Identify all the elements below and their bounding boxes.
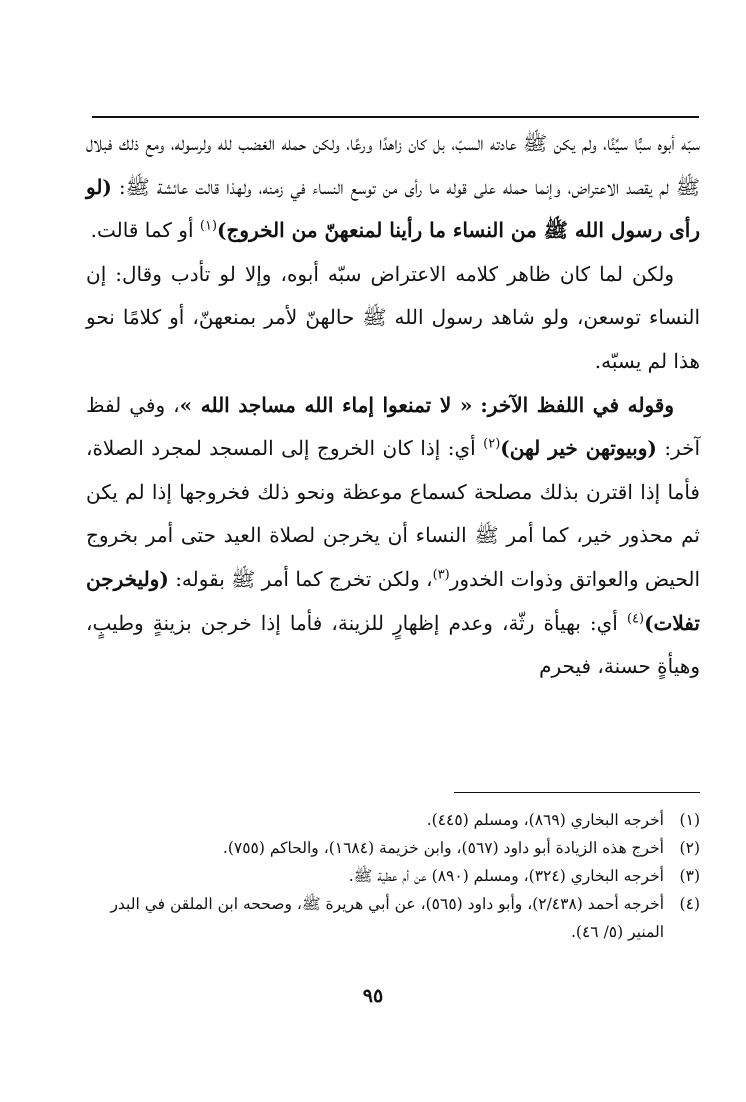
paragraph-1 (86, 122, 700, 253)
p3-intro: وقوله في اللفظ الآخر: (480, 392, 675, 417)
main-text (86, 122, 700, 689)
footnote-item (86, 806, 700, 834)
footnote-number: (٢) (679, 839, 700, 857)
aisha-quote: (لو رأى رسول الله ﷺ من النساء ما رأينا لمنعهنّ من الخروج) (86, 174, 700, 243)
footnote-ref-4: (٤) (626, 610, 645, 626)
footnote-rule (454, 792, 700, 793)
paragraph-3 (86, 384, 700, 689)
footnote-number: (١) (679, 811, 700, 829)
p1-line-3: الاعتراض، وإنما حمله على قوله ما رأى من توسع النساء في زمنه، (258, 174, 620, 199)
hadith-quote-2: (وبيوتهن خير لهن) (500, 436, 657, 461)
footnote-ref-1: (١) (199, 218, 218, 234)
p1-ending: أو كما قالت. (90, 218, 194, 243)
footnote-text: أخرجه البخاري (٨٦٩)، ومسلم (٤٤٥). (426, 811, 664, 829)
p1-line-2: ولكن حمله الغضب لله ولرسوله، ومع ذلك فبلال ﷺ لم يقصد (86, 131, 701, 199)
p3-text-c: ، وفي لفظ آخر: (86, 392, 701, 461)
p2-text: ولكن لما كان ظاهر كلامه الاعتراض سبّه أبوه، وإلا لو تأدب وقال: إن النساء توسعن، ولو شاهد رسول الله ﷺ حالهنّ لأمر بمنعهنّ، أو كلامًا نحو هذا لم يسبّه. (86, 261, 700, 373)
p1-line-1: سبّه أبوه سبًّا سيِّئًا، ولم يكن ﷺ عادته السبّ، بل كان زاهدًا ورعًا، (346, 131, 700, 155)
p3-text-e: أي: إذا كان الخروج إلى المسجد لمجرد الصلاة، فأما إذا اقترن بذلك مصلحة كسماع موعظة ونحو ذلك فخروجها إذا لم يكن ثم محذور خير، كما أمر ﷺ النساء أن يخرجن لصلاة العيد حتى أمر بخروج الحيض والعواتق وذوات الخدور (86, 436, 701, 591)
p3-text-h: أي: بهيأة رثّة، وعدم إظهارٍ للزينة، فأما إذا خرجن بزينةٍ وطيبٍ، وهيأةٍ حسنة، فيحرم (86, 610, 700, 679)
hadith-quote-3: (وليخرجن تفلات) (86, 566, 700, 635)
footnote-text: أخرج هذه الزيادة أبو داود (٥٦٧)، وابن خزيمة (١٦٨٤)، والحاكم (٧٥٥). (222, 839, 664, 857)
footnote-text: أخرجه البخاري (٣٢٤)، ومسلم (٨٩٠) عن أم عطية ﷺ. (348, 867, 664, 885)
header-rule (92, 116, 699, 118)
footnotes (86, 806, 700, 946)
footnote-item (86, 890, 700, 946)
footnote-number: (٣) (679, 867, 700, 885)
footnote-number: (٤) (679, 895, 700, 913)
page-number: ٩٥ (362, 985, 384, 1007)
p3-text-f: ، ولكن تخرج كما أمر ﷺ بقوله: (175, 566, 433, 591)
footnote-ref-3: (٣) (432, 567, 450, 583)
footnote-item (86, 862, 700, 890)
footnote-text: أخرجه أحمد (٢/٤٣٨)، وأبو داود (٥٦٥)، عن أبي هريرة ﷺ، وصححه ابن الملقن في البدر المنير (٥/ ٤٦). (110, 895, 664, 941)
paragraph-2 (86, 253, 700, 384)
hadith-quote-1: « لا تمنعوا إماء الله مساجد الله » (179, 392, 473, 417)
footnote-ref-2: (٢) (483, 436, 501, 452)
footnote-item (86, 834, 700, 862)
p1-line-4: ولهذا قالت عائشة ﷺ: (118, 174, 252, 199)
